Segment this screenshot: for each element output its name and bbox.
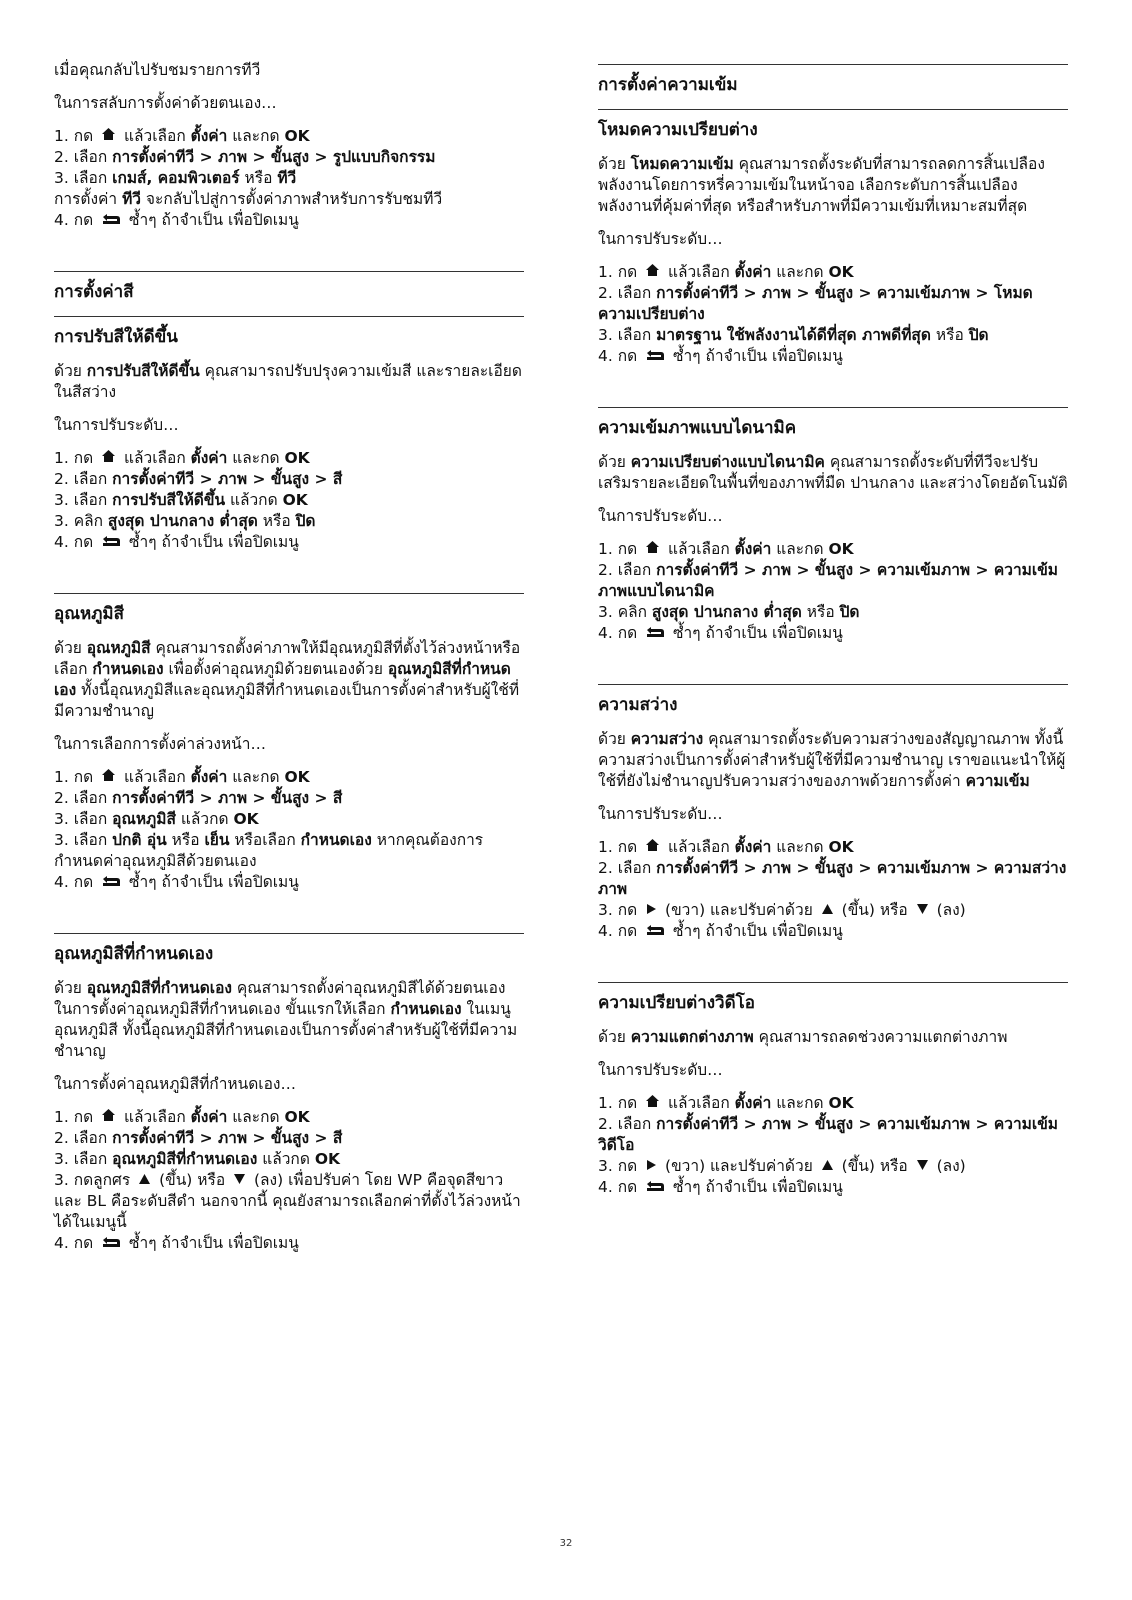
step-item	[598, 1177, 1068, 1198]
bold-text: ตั้งค่า	[734, 263, 772, 281]
steps-intro: ในการปรับระดับ…	[598, 805, 723, 823]
bold-text: OK	[284, 1108, 310, 1126]
home-icon	[645, 837, 660, 858]
steps-intro: ในการตั้งค่าอุณหภูมิสีที่กำหนดเอง…	[54, 1075, 296, 1093]
bold-text: อุณหภูมิสี	[86, 639, 151, 657]
bold-text: มาตรฐาน ใช้พลังงานได้ดีที่สุด ภาพดีที่สุด	[656, 326, 931, 344]
text-run: ด้วย	[598, 453, 631, 471]
bold-text: ปกติ อุ่น	[112, 831, 167, 849]
bold-text: อุณหภูมิสีที่กำหนดเอง	[54, 660, 511, 699]
text-run: และกด	[771, 540, 829, 558]
text-run: 1. กด	[54, 1108, 99, 1126]
steps-list	[598, 539, 1068, 644]
text-run: 3. กด	[598, 1157, 643, 1175]
step-item	[54, 1107, 524, 1128]
text-run: 4. กด	[598, 1178, 643, 1196]
text-run: หรือ	[239, 169, 278, 187]
steps-list	[54, 767, 524, 893]
text-run: 3. เลือก	[54, 169, 113, 187]
text-run: 2. เลือก	[54, 789, 113, 807]
left-column	[54, 60, 524, 1254]
text-run: 2. เลือก	[598, 859, 657, 877]
text-run: ซ้ำๆ ถ้าจำเป็น เพื่อปิดเมนู	[124, 533, 299, 551]
text-run: คุณสามารถตั้งระดับความสว่างของสัญญาณภาพ ทั้งนี้ ความสว่างเป็นการตั้งค่าสำหรับผู้ใช้ที่มีความชำนาญ เราขอแนะนำให้ผู้ใช้ที่ยังไม่ชำนาญปรับความสว่างของภาพด้วยการตั้งค่า	[598, 730, 1066, 790]
text-run: คุณสามารถลดช่วงความแตกต่างภาพ	[753, 1028, 1008, 1046]
text-run: ซ้ำๆ ถ้าจำเป็น เพื่อปิดเมนู	[124, 1234, 299, 1252]
bold-text: การตั้งค่าทีวี > ภาพ > ขั้นสูง > ความเข้มภาพ > ความเข้มวิดีโอ	[598, 1115, 1059, 1154]
text-run: แล้วเลือก	[663, 838, 735, 856]
text-run: 1. กด	[54, 768, 99, 786]
step-item	[598, 346, 1068, 367]
text-run: 1. กด	[54, 449, 99, 467]
text-run: (ขึ้น) หรือ	[836, 901, 913, 919]
text-run: (ขวา) และปรับค่าด้วย	[660, 1157, 818, 1175]
bold-text: การตั้งค่าทีวี > ภาพ > ขั้นสูง > รูปแบบกิจกรรม	[112, 148, 436, 166]
triangle-up-icon	[821, 1156, 834, 1177]
body-paragraph	[54, 60, 524, 81]
text-run: ซ้ำๆ ถ้าจำเป็น เพื่อปิดเมนู	[668, 347, 843, 365]
step-item	[54, 809, 524, 830]
text-run: ทั้งนี้อุณหภูมิสีและอุณหภูมิสีที่กำหนดเองเป็นการตั้งค่าสำหรับผู้ใช้ที่มีความชำนาญ	[54, 681, 520, 720]
bold-text: การปรับสีให้ดีขึ้น	[86, 362, 200, 380]
text-run: 1. กด	[598, 540, 643, 558]
bold-text: OK	[284, 127, 310, 145]
steps-list	[598, 837, 1068, 942]
home-icon	[101, 1107, 116, 1128]
bold-text: OK	[828, 1094, 854, 1112]
back-arrow-icon	[101, 532, 121, 553]
bold-text: การตั้งค่าทีวี > ภาพ > ขั้นสูง > ความเข้มภาพ > โหมดความเปรียบต่าง	[598, 284, 1033, 323]
text-run: (ขึ้น) หรือ	[836, 1157, 913, 1175]
section-title: อุณหภูมิสี	[54, 604, 124, 624]
step-item	[54, 1149, 524, 1170]
bold-text: กำหนดเอง	[300, 831, 372, 849]
step-item	[54, 872, 524, 893]
text-run: หรือเลือก	[229, 831, 301, 849]
text-run: ซ้ำๆ ถ้าจำเป็น เพื่อปิดเมนู	[124, 873, 299, 891]
steps-intro: ในการเลือกการตั้งค่าล่วงหน้า…	[54, 735, 266, 753]
body-paragraph	[54, 638, 524, 722]
text-run: (ลง)	[931, 901, 966, 919]
body-paragraph	[54, 978, 524, 1062]
section-title: อุณหภูมิสีที่กำหนดเอง	[54, 944, 214, 964]
section-video-contrast	[598, 982, 1068, 1198]
text-run: และกด	[771, 263, 829, 281]
bold-text: เกมส์, คอมพิวเตอร์	[112, 169, 240, 187]
text-run: คุณสามารถปรับปรุงความเข้มสี และรายละเอียดในสีสว่าง	[54, 362, 522, 401]
text-run: 4. กด	[54, 1234, 99, 1252]
bold-text: สูงสุด ปานกลาง ต่ำสุด	[651, 603, 802, 621]
bold-text: การตั้งค่าทีวี > ภาพ > ขั้นสูง > สี	[112, 1129, 343, 1147]
text-run: แล้วเลือก	[119, 1108, 191, 1126]
step-item	[54, 767, 524, 788]
triangle-right-icon	[645, 1156, 657, 1177]
text-run: 2. เลือก	[598, 1115, 657, 1133]
section-color-settings	[54, 271, 524, 553]
text-run: ด้วย	[54, 979, 87, 997]
back-arrow-icon	[645, 1177, 665, 1198]
step-item	[598, 539, 1068, 560]
home-icon	[645, 262, 660, 283]
text-run: 2. เลือก	[54, 1129, 113, 1147]
text-run: ซ้ำๆ ถ้าจำเป็น เพื่อปิดเมนู	[668, 922, 843, 940]
steps-intro: ในการสลับการตั้งค่าด้วยตนเอง…	[54, 94, 277, 112]
text-run: 3. เลือก	[598, 326, 657, 344]
section-game-mode-tail	[54, 60, 524, 231]
section-title: ความเปรียบต่างวิดีโอ	[598, 993, 755, 1013]
step-item	[598, 1114, 1068, 1156]
triangle-down-icon	[916, 1156, 929, 1177]
text-run: คุณสามารถตั้งค่าอุณหภูมิสีได้ด้วยตนเอง ในการตั้งค่าอุณหภูมิสีที่กำหนดเอง ขั้นแรกให้เลือก	[54, 979, 506, 1018]
text-run: 3. กด	[598, 901, 643, 919]
text-run: คุณสามารถตั้งระดับที่สามารถลดการสิ้นเปลืองพลังงานโดยการหรี่ความเข้มในหน้าจอ เลือกระดับการสิ้นเปลืองพลังงานที่คุ้มค่าที่สุด หรือสำหรับภาพที่มีความเข้มที่เหมาะสมที่สุด	[598, 155, 1045, 215]
step-item	[598, 623, 1068, 644]
text-run: หรือ	[166, 831, 205, 849]
text-run: 3. คลิก	[54, 512, 108, 530]
text-run: 3. กดลูกศร	[54, 1171, 136, 1189]
text-run: และกด	[771, 838, 829, 856]
bold-text: ตั้งค่า	[190, 449, 228, 467]
triangle-up-icon	[138, 1170, 151, 1191]
bold-text: ความเปรียบต่างแบบไดนามิค	[630, 453, 825, 471]
text-run: (ลง) เพื่อปรับค่า โดย WP คือจุดสีขาวและ BL คือระดับสีดำ นอกจากนี้ คุณยังสามารถเลือกค่าที่ตั้งไว้ล่วงหน้าได้ในเมนูนี้	[54, 1171, 521, 1231]
text-run: ด้วย	[54, 362, 87, 380]
step-item	[54, 788, 524, 809]
step-item	[598, 602, 1068, 623]
step-item	[54, 490, 524, 511]
step-item	[54, 511, 524, 532]
text-run: ซ้ำๆ ถ้าจำเป็น เพื่อปิดเมนู	[668, 624, 843, 642]
step-item	[598, 560, 1068, 602]
text-run: 3. เลือก	[54, 1150, 113, 1168]
text-run: แล้วเลือก	[663, 540, 735, 558]
bold-text: ปิด	[968, 326, 989, 344]
bold-text: ความแตกต่างภาพ	[630, 1028, 754, 1046]
bold-text: ตั้งค่า	[190, 768, 228, 786]
text-run: การตั้งค่า	[54, 190, 123, 208]
step-item	[54, 830, 524, 872]
text-run: และกด	[227, 449, 285, 467]
text-run: 1. กด	[54, 127, 99, 145]
step-item	[54, 532, 524, 553]
triangle-right-icon	[645, 900, 657, 921]
bold-text: OK	[284, 768, 310, 786]
step-item	[598, 262, 1068, 283]
back-arrow-icon	[645, 921, 665, 942]
bold-text: ปิด	[839, 603, 860, 621]
bold-text: OK	[828, 838, 854, 856]
text-run: 3. เลือก	[54, 831, 113, 849]
triangle-up-icon	[821, 900, 834, 921]
step-item	[598, 900, 1068, 921]
bold-text: อุณหภูมิสีที่กำหนดเอง	[86, 979, 232, 997]
steps-list	[54, 126, 524, 231]
steps-intro: ในการปรับระดับ…	[54, 416, 179, 434]
bold-text: OK	[828, 540, 854, 558]
bold-text: OK	[314, 1150, 340, 1168]
steps-list	[598, 262, 1068, 367]
back-arrow-icon	[101, 210, 121, 231]
step-item	[54, 126, 524, 147]
bold-text: สูงสุด ปานกลาง ต่ำสุด	[107, 512, 258, 530]
bold-text: ตั้งค่า	[190, 1108, 228, 1126]
text-run: หรือ	[930, 326, 969, 344]
bold-text: ปิด	[295, 512, 316, 530]
step-item	[54, 469, 524, 490]
section-title: ความเข้มภาพแบบไดนามิค	[598, 418, 797, 438]
step-item	[54, 1128, 524, 1149]
text-run: และกด	[227, 768, 285, 786]
step-item	[54, 1170, 524, 1233]
text-run: ด้วย	[598, 155, 631, 173]
bold-text: ตั้งค่า	[734, 540, 772, 558]
text-run: ซ้ำๆ ถ้าจำเป็น เพื่อปิดเมนู	[668, 1178, 843, 1196]
bold-text: กำหนดเอง	[92, 660, 164, 678]
subsection-title: โหมดความเปรียบต่าง	[598, 109, 1068, 142]
step-item	[598, 921, 1068, 942]
home-icon	[645, 539, 660, 560]
text-run: ซ้ำๆ ถ้าจำเป็น เพื่อปิดเมนู	[124, 211, 299, 229]
text-run: ด้วย	[54, 639, 87, 657]
section-dynamic-contrast	[598, 407, 1068, 644]
steps-list	[54, 1107, 524, 1254]
bold-text: ตั้งค่า	[190, 127, 228, 145]
section-custom-color-temperature	[54, 933, 524, 1254]
text-run: 2. เลือก	[598, 561, 657, 579]
bold-text: ตั้งค่า	[734, 1094, 772, 1112]
text-run: และกด	[227, 1108, 285, 1126]
back-arrow-icon	[101, 872, 121, 893]
steps-intro: ในการปรับระดับ…	[598, 1061, 723, 1079]
text-run: แล้วกด	[175, 810, 234, 828]
text-run: เพื่อตั้งค่าอุณหภูมิด้วยตนเองด้วย	[163, 660, 388, 678]
triangle-down-icon	[916, 900, 929, 921]
text-run: จะกลับไปสู่การตั้งค่าภาพสำหรับการรับชมทีวี	[140, 190, 443, 208]
triangle-down-icon	[233, 1170, 246, 1191]
step-item	[598, 283, 1068, 325]
steps-intro: ในการปรับระดับ…	[598, 507, 723, 525]
back-arrow-icon	[101, 1233, 121, 1254]
bold-text: เย็น	[204, 831, 230, 849]
text-run: แล้วเลือก	[663, 1094, 735, 1112]
bold-text: โหมดความเข้ม	[630, 155, 734, 173]
bold-text: การตั้งค่าทีวี > ภาพ > ขั้นสูง > สี	[112, 470, 343, 488]
bold-text: ความสว่าง	[630, 730, 704, 748]
text-run: (ลง)	[931, 1157, 966, 1175]
step-item	[598, 325, 1068, 346]
home-icon	[101, 767, 116, 788]
steps-intro: ในการปรับระดับ…	[598, 230, 723, 248]
bold-text: OK	[828, 263, 854, 281]
bold-text: อุณหภูมิสี	[112, 810, 176, 828]
text-run: 4. กด	[54, 211, 99, 229]
home-icon	[101, 126, 116, 147]
body-paragraph	[54, 361, 524, 403]
step-item	[598, 1156, 1068, 1177]
section-title: การตั้งค่าความเข้ม	[598, 75, 738, 95]
text-run: ในเมนูอุณหภูมิสี ทั้งนี้อุณหภูมิสีที่กำหนดเองเป็นการตั้งค่าสำหรับผู้ใช้ที่มีความชำนาญ	[54, 1000, 518, 1060]
text-run: เมื่อคุณกลับไปรับชมรายการทีวี	[54, 61, 261, 79]
bold-text: การปรับสีให้ดีขึ้น	[112, 491, 226, 509]
body-paragraph	[598, 1027, 1068, 1048]
bold-text: OK	[284, 449, 310, 467]
text-run: 1. กด	[598, 263, 643, 281]
back-arrow-icon	[645, 346, 665, 367]
text-run: 1. กด	[598, 1094, 643, 1112]
back-arrow-icon	[645, 623, 665, 644]
text-run: 3. เลือก	[54, 810, 113, 828]
text-run: (ขึ้น) หรือ	[154, 1171, 231, 1189]
text-run: หากคุณต้องการกำหนดค่าอุณหภูมิสีด้วยตนเอง	[54, 831, 484, 870]
text-run: คุณสามารถตั้งระดับที่ทีวีจะปรับเสริมรายละเอียดในพื้นที่ของภาพที่มืด ปานกลาง และสว่างโดยอัตโนมัติ	[598, 453, 1068, 492]
bold-text: OK	[233, 810, 259, 828]
text-run: และกด	[227, 127, 285, 145]
bold-text: การตั้งค่าทีวี > ภาพ > ขั้นสูง > ความเข้มภาพ > ความเข้มภาพแบบไดนามิค	[598, 561, 1059, 600]
text-run: 3. เลือก	[54, 491, 113, 509]
text-run: 4. กด	[598, 624, 643, 642]
step-item	[598, 1093, 1068, 1114]
bold-text: การตั้งค่าทีวี > ภาพ > ขั้นสูง > สี	[112, 789, 343, 807]
text-run: หรือ	[801, 603, 840, 621]
section-title: การตั้งค่าสี	[54, 282, 134, 302]
steps-list	[54, 448, 524, 553]
text-run: 2. เลือก	[598, 284, 657, 302]
text-run: 4. กด	[598, 347, 643, 365]
body-paragraph	[598, 452, 1068, 494]
bold-text: ทีวี	[122, 190, 141, 208]
text-run: หรือ	[257, 512, 296, 530]
section-contrast-mode	[598, 64, 1068, 367]
text-run: คุณสามารถตั้งค่าภาพให้มีอุณหภูมิสีที่ตั้งไว้ล่วงหน้าหรือเลือก	[54, 639, 521, 678]
step-item	[598, 837, 1068, 858]
text-run: แล้วเลือก	[663, 263, 735, 281]
bold-text: ความเข้ม	[965, 772, 1030, 790]
text-run: ด้วย	[598, 1028, 631, 1046]
text-run: 3. คลิก	[598, 603, 652, 621]
bold-text: OK	[282, 491, 308, 509]
text-run: และกด	[771, 1094, 829, 1112]
text-run: 1. กด	[598, 838, 643, 856]
bold-text: กำหนดเอง	[390, 1000, 462, 1018]
text-run: 4. กด	[54, 873, 99, 891]
home-icon	[101, 448, 116, 469]
text-run: แล้วเลือก	[119, 127, 191, 145]
step-item	[54, 1233, 524, 1254]
bold-text: ทีวี	[277, 169, 297, 187]
text-run: แล้วเลือก	[119, 449, 191, 467]
steps-list	[598, 1093, 1068, 1198]
step-item	[54, 448, 524, 469]
section-color-temperature	[54, 593, 524, 893]
home-icon	[645, 1093, 660, 1114]
body-paragraph	[598, 154, 1068, 217]
step-item	[54, 168, 524, 189]
body-paragraph	[598, 729, 1068, 792]
subsection-title: การปรับสีให้ดีขึ้น	[54, 316, 524, 349]
text-run: (ขวา) และปรับค่าด้วย	[660, 901, 818, 919]
section-brightness	[598, 684, 1068, 942]
page-number: 32	[559, 1538, 573, 1549]
text-run: แล้วกด	[225, 491, 283, 509]
text-run: แล้วเลือก	[119, 768, 191, 786]
step-item	[54, 189, 524, 210]
step-item	[54, 147, 524, 168]
step-item	[598, 858, 1068, 900]
text-run: ด้วย	[598, 730, 631, 748]
step-item	[54, 210, 524, 231]
text-run: แล้วกด	[257, 1150, 315, 1168]
text-run: 2. เลือก	[54, 470, 113, 488]
text-run: 2. เลือก	[54, 148, 113, 166]
section-title: ความสว่าง	[598, 695, 678, 715]
text-run: 4. กด	[54, 533, 99, 551]
right-column	[598, 60, 1068, 1198]
text-run: 4. กด	[598, 922, 643, 940]
bold-text: อุณหภูมิสีที่กำหนดเอง	[112, 1150, 258, 1168]
bold-text: การตั้งค่าทีวี > ภาพ > ขั้นสูง > ความเข้มภาพ > ความสว่างภาพ	[598, 859, 1067, 898]
bold-text: ตั้งค่า	[734, 838, 772, 856]
